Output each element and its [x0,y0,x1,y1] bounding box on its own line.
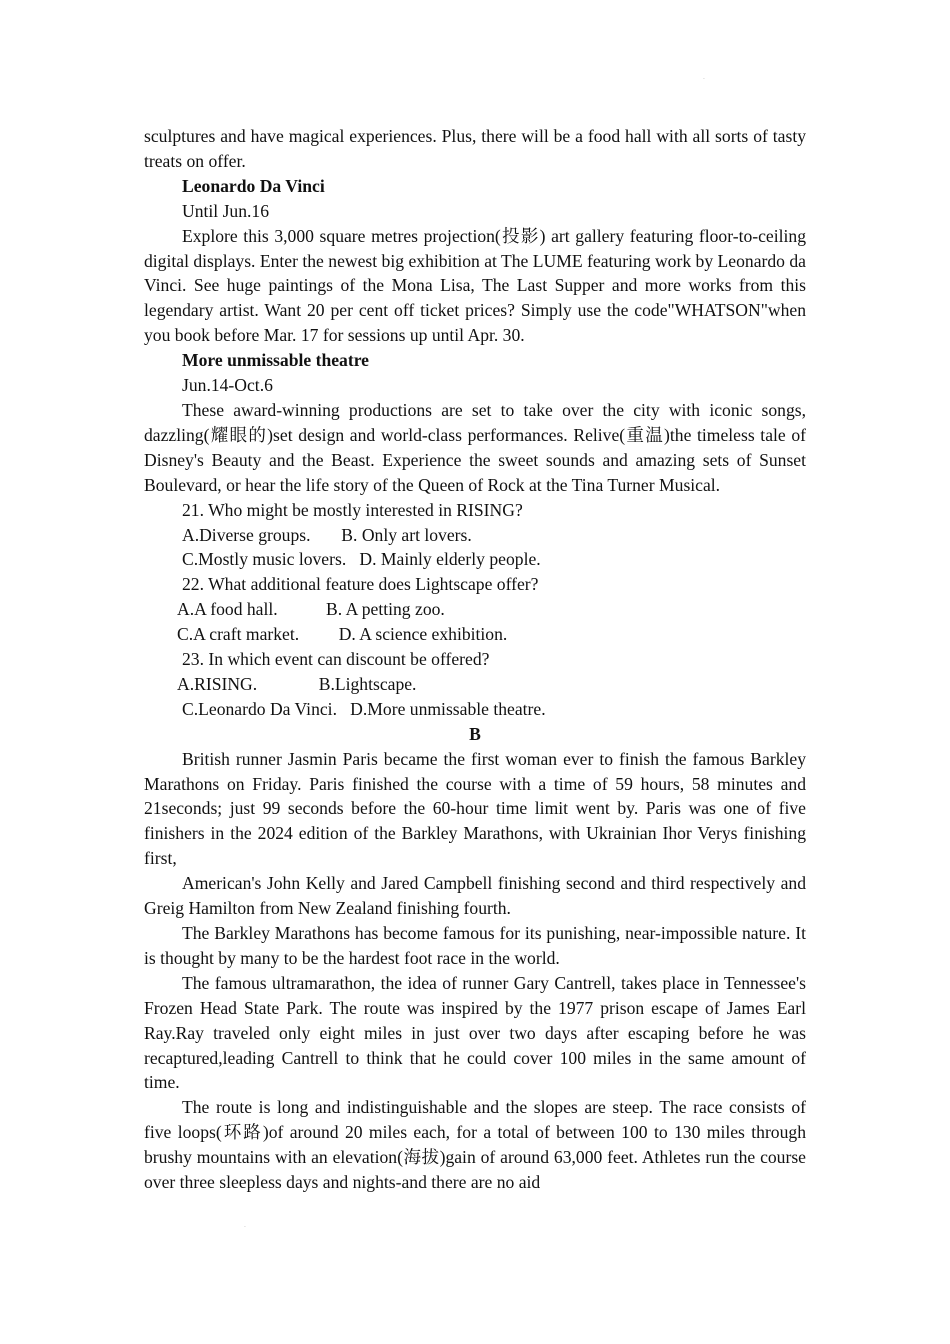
question-stem: 23. In which event can discount be offered? [182,649,490,670]
question-options: C.Mostly music lovers. D. Mainly elderly people. [182,549,541,570]
intro-tail: sculptures and have magical experiences. Plus, there will be a food hall with all sorts of tasty treats on offer. [144,126,806,171]
passage-paragraph: The Barkley Marathons has become famous for its punishing, near-impossible nature. It is thought by many to be the hardest foot race in the world. [144,923,806,968]
event-date: Until Jun.16 [182,200,269,221]
page-mark-bottom: . [244,1222,246,1229]
event-title: More unmissable theatre [182,350,369,371]
event-title: Leonardo Da Vinci [182,175,325,196]
question-stem: 21. Who might be mostly interested in RISING? [182,499,523,520]
question-options: A.A food hall. B. A petting zoo. [177,599,445,620]
question-options: C.A craft market. D. A science exhibition. [177,624,508,645]
section-heading: B [469,723,481,744]
passage-paragraph: The famous ultramarathon, the idea of runner Gary Cantrell, takes place in Tennessee's Frozen Head State Park. The route was inspired by the 1977 prison escape of James Earl Ray.Ray traveled only eight miles in just over two days after escaping before he was recaptured,leading Cantrell to think that he could cover 100 miles in the same amount of time. [144,972,806,1093]
passage-paragraph: The route is long and indistinguishable and the slopes are steep. The race consists of five loops(环路)of around 20 miles each, for a total of between 100 to 130 miles through brushy mountains with an elevation(海拔)gain of around 63,000 feet. Athletes run the course over three sleepless days and nights-and there are no aid [144,1097,806,1193]
document-page [144,124,806,1195]
event-date: Jun.14-Oct.6 [182,375,273,396]
passage-paragraph: British runner Jasmin Paris became the first woman ever to finish the famous Barkley Marathons on Friday. Paris finished the course with a time of 59 hours, 58 minutes and 21seconds; just 99 seconds before the 60-hour time limit went by. Paris was one of five finishers in the 2024 edition of the Barkley Marathons, with Ukrainian Ihor Verys finishing first, [144,748,806,869]
passage-paragraph: American's John Kelly and Jared Campbell finishing second and third respectively and Greig Hamilton from New Zealand finishing fourth. [144,873,806,919]
event-body: Explore this 3,000 square metres projection(投影) art gallery featuring floor-to-ceiling digital displays. Enter the newest big exhibition at The LUME featuring work by Leonardo da Vinci. See huge paintings of the Mona Lisa, The Last Supper and more works from this legendary artist. Want 20 per cent off ticket prices? Simply use the code"WHATSON"when you book before Mar. 17 for sessions up until Apr. 30. [144,225,806,346]
page-mark-top: . [703,74,705,81]
question-options: C.Leonardo Da Vinci. D.More unmissable theatre. [182,698,546,719]
event-body: These award-winning productions are set to take over the city with iconic songs, dazzling(耀眼的)set design and world-class performances. Relive(重温)the timeless tale of Disney's Beauty and the Beast. Experience the sweet sounds and amazing sets of Sunset Boulevard, or hear the life story of the Queen of Rock at the Tina Turner Musical. [144,399,806,495]
question-stem: 22. What additional feature does Lightscape offer? [182,574,539,595]
question-options: A.Diverse groups. B. Only art lovers. [182,524,472,545]
question-options: A.RISING. B.Lightscape. [177,673,417,694]
